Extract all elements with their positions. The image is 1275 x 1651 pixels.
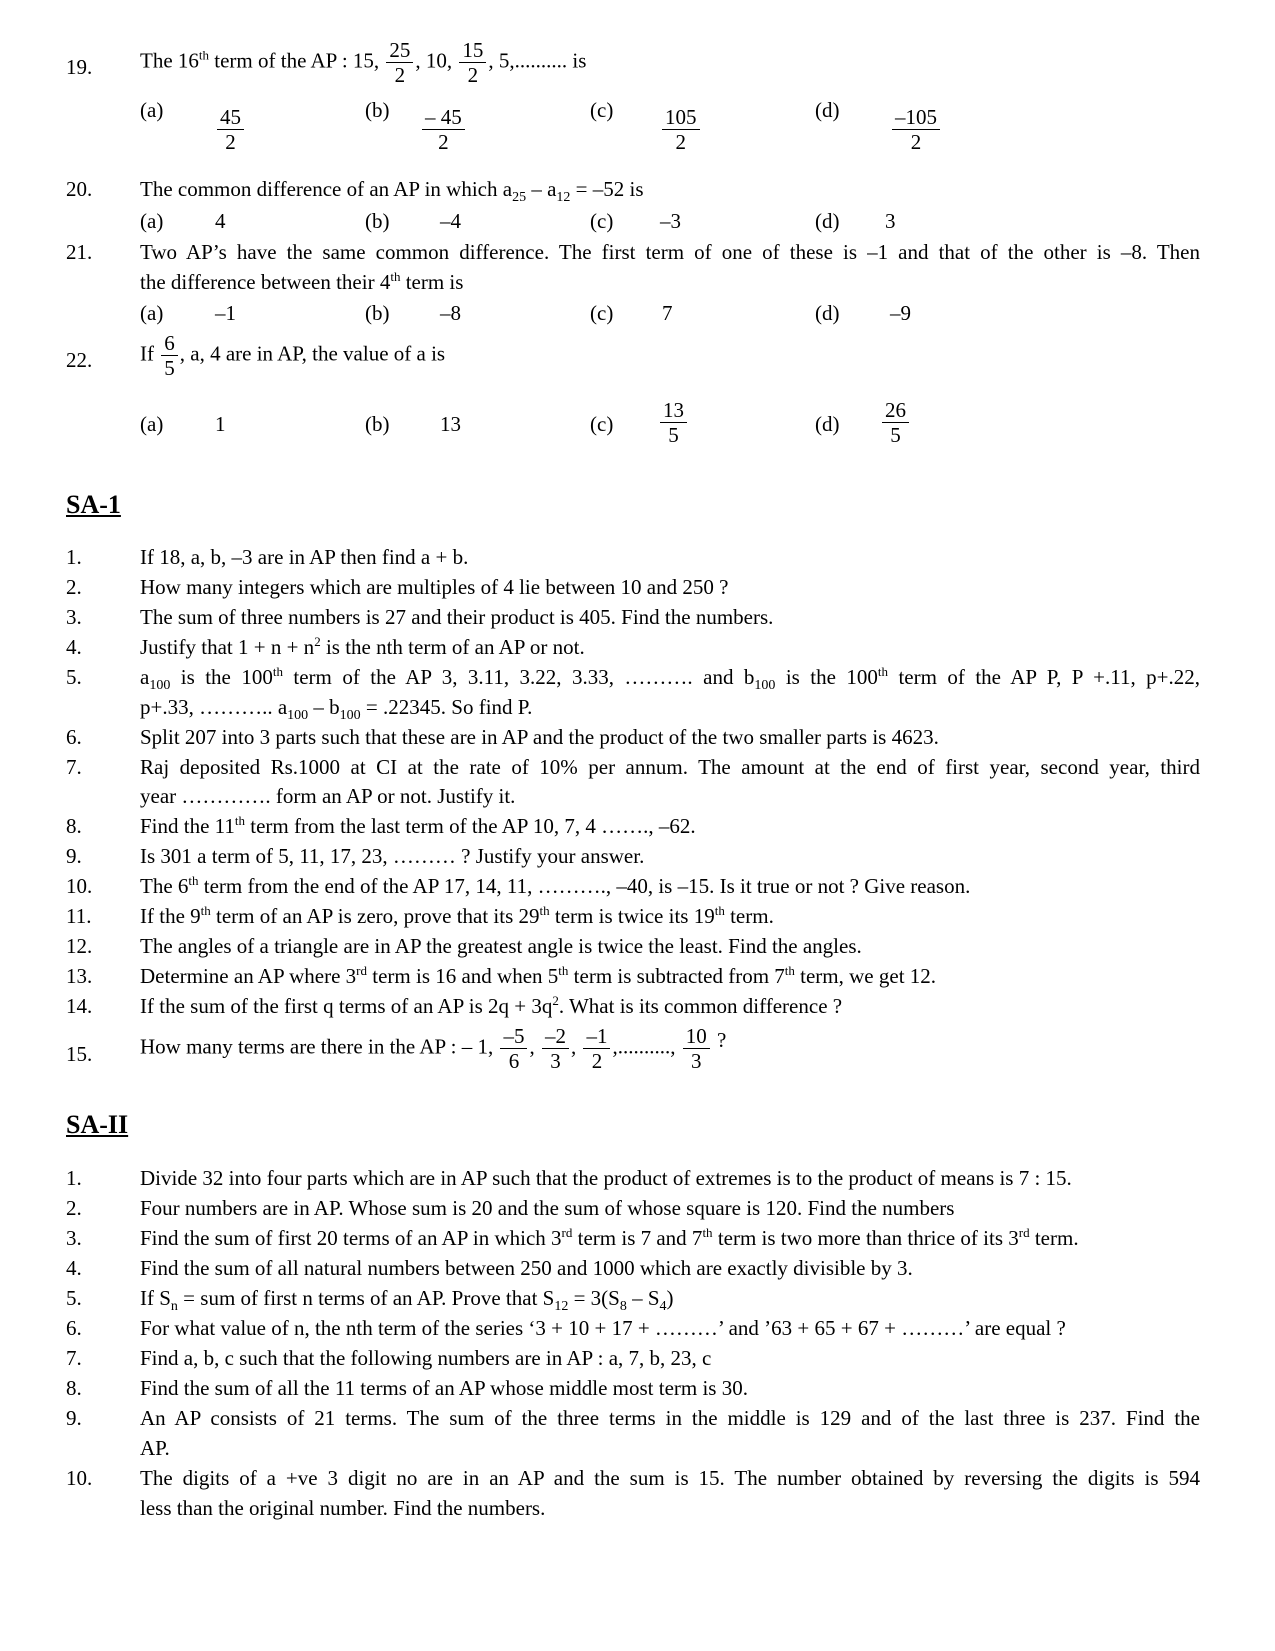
- q20-option-b-value: –4: [440, 209, 461, 233]
- sa1-q15-number: 15.: [66, 1042, 93, 1066]
- sa2-q6-text: For what value of n, the nth term of the series ‘3 + 10 + 17 + ………’ and ’63 + 65 + 67 + ………’ are equal ?: [140, 1316, 1066, 1340]
- sa2-q8-text: Find the sum of all the 11 terms of an AP whose middle most term is 30.: [140, 1376, 748, 1400]
- sa2-q7-number: 7.: [66, 1346, 82, 1370]
- q20-option-c-value: –3: [660, 209, 681, 233]
- sa1-q6-text: Split 207 into 3 parts such that these are in AP and the product of the two smaller parts is 4623.: [140, 725, 939, 749]
- sa1-q4-number: 4.: [66, 635, 82, 659]
- sa2-q6-number: 6.: [66, 1316, 82, 1340]
- q20-option-b: (b): [365, 209, 390, 233]
- section-heading-sa1: SA-1: [66, 490, 121, 519]
- q21-number: 21.: [66, 240, 93, 264]
- q21-question-line2: the difference between their 4th term is: [140, 269, 464, 294]
- sa1-q14-number: 14.: [66, 994, 93, 1018]
- q22-number: 22.: [66, 348, 93, 372]
- sa1-q2-text: How many integers which are multiples of 4 lie between 10 and 250 ?: [140, 575, 729, 599]
- q20-number: 20.: [66, 177, 93, 201]
- q20-option-c: (c): [590, 209, 614, 233]
- q21-option-c-value: 7: [662, 301, 673, 325]
- q19-sup: th: [198, 47, 210, 63]
- q22-option-b-value: 13: [440, 412, 461, 436]
- q21-option-a: (a): [140, 301, 164, 325]
- sa2-q9-line2: AP.: [140, 1436, 170, 1460]
- q19-text: The 16: [140, 48, 199, 73]
- q22-option-c-value: $\frac{13}{5}$: [658, 398, 689, 447]
- q19-option-c: (c): [590, 98, 614, 122]
- sa2-q3-text: Find the sum of first 20 terms of an AP in which 3rd term is 7 and 7th term is two more than thrice of its 3rd term.: [140, 1225, 1079, 1250]
- q22-option-a: (a): [140, 412, 164, 436]
- sa2-q10-line2: less than the original number. Find the numbers.: [140, 1496, 546, 1520]
- q20-option-d-value: 3: [885, 209, 896, 233]
- q19-text-mid: term of the AP : 15,: [209, 48, 380, 73]
- sa1-q10-text: The 6th term from the end of the AP 17, 14, 11, ………., –40, is –15. Is it true or not ? Give reason.: [140, 873, 971, 898]
- q21-option-c: (c): [590, 301, 614, 325]
- q21-question-line1: Two AP’s have the same common difference. The first term of one of these is –1 and that of the other is –8. Then: [140, 240, 1200, 264]
- sa2-q9-number: 9.: [66, 1406, 82, 1430]
- sa2-q5-text: If $S_n$ = sum of first n terms of an AP. Prove that $S_{12} = 3(S_8 - S_4)$: [140, 1286, 674, 1315]
- q22-option-d-value: $\frac{26}{5}$: [880, 398, 911, 447]
- sa1-q9-text: Is 301 a term of 5, 11, 17, 23, ……… ? Justify your answer.: [140, 844, 645, 868]
- q22-option-a-value: 1: [215, 412, 226, 436]
- q22-option-c: (c): [590, 412, 614, 436]
- q19-fraction-2: $\frac{15}{2}$: [459, 38, 486, 87]
- sa1-q8-text: Find the 11th term from the last term of the AP 10, 7, 4 ……., –62.: [140, 813, 696, 838]
- sa1-q5-line2: p+.33, ……….. $a_{100} - b_{100} = .22345$. So find P.: [140, 695, 533, 724]
- sa2-q10-line1: The digits of a +ve 3 digit no are in an AP and the sum is 15. The number obtained by reversing the digits is 594: [140, 1466, 1200, 1490]
- q20-question: The common difference of an AP in which $a_{25} - a_{12} = -52$ is: [140, 177, 644, 206]
- sa1-q11-text: If the 9th term of an AP is zero, prove that its 29th term is twice its 19th term.: [140, 903, 774, 928]
- sa1-q3-number: 3.: [66, 605, 82, 629]
- q22-option-b: (b): [365, 412, 390, 436]
- q19-option-d: (d): [815, 98, 840, 122]
- sa1-q11-number: 11.: [66, 904, 92, 928]
- sa2-q9-line1: An AP consists of 21 terms. The sum of the three terms in the middle is 129 and of the last three is 237. Find the: [140, 1406, 1200, 1430]
- sa1-q15-text: How many terms are there in the AP : – 1, $\frac{-5}{6}$ , $\frac{-2}{3}$ , $\frac{-1}{2}$ ,.........., $\frac{10}{3}$ ?: [140, 1024, 727, 1074]
- sa2-q3-number: 3.: [66, 1226, 82, 1250]
- sa1-q8-number: 8.: [66, 814, 82, 838]
- q22-fraction: $\frac{6}{5}$: [161, 331, 178, 380]
- q19-option-a-value: $\frac{45}{2}$: [215, 105, 246, 154]
- section-heading-sa2: SA-II: [66, 1110, 129, 1139]
- sa1-q6-number: 6.: [66, 725, 82, 749]
- q22-option-d: (d): [815, 412, 840, 436]
- q19-option-c-value: $\frac{105}{2}$: [660, 105, 702, 154]
- sa2-q2-text: Four numbers are in AP. Whose sum is 20 and the sum of whose square is 120. Find the numbers: [140, 1196, 955, 1220]
- q20-option-a: (a): [140, 209, 164, 233]
- q21-option-a-value: –1: [215, 301, 236, 325]
- q19-text-mid2: , 10,: [415, 48, 453, 73]
- q22-question: If $\frac{6}{5}$ , a, 4 are in AP, the value of a is: [140, 331, 446, 381]
- sa1-q12-text: The angles of a triangle are in AP the greatest angle is twice the least. Find the angles.: [140, 934, 862, 958]
- q19-tail: , 5,.......... is: [488, 48, 587, 73]
- sa1-q2-number: 2.: [66, 575, 82, 599]
- sa2-q7-text: Find a, b, c such that the following numbers are in AP : a, 7, b, 23, c: [140, 1346, 712, 1370]
- sa1-q12-number: 12.: [66, 934, 93, 958]
- sa2-q8-number: 8.: [66, 1376, 82, 1400]
- q20-option-a-value: 4: [215, 209, 226, 233]
- q21-option-d-value: –9: [890, 301, 911, 325]
- sa2-q1-text: Divide 32 into four parts which are in AP such that the product of extremes is to the product of means is 7 : 15.: [140, 1166, 1072, 1190]
- sa1-q14-text: If the sum of the first q terms of an AP is $2q + 3q^2$. What is its common difference ?: [140, 993, 843, 1018]
- q21-option-b-value: –8: [440, 301, 461, 325]
- sa2-q4-text: Find the sum of all natural numbers between 250 and 1000 which are exactly divisible by 3.: [140, 1256, 913, 1280]
- q19-option-a: (a): [140, 98, 164, 122]
- sa1-q4-text: Justify that $1 + n + n^2$ is the nth term of an AP or not.: [140, 634, 585, 659]
- sa1-q3-text: The sum of three numbers is 27 and their product is 405. Find the numbers.: [140, 605, 774, 629]
- sa2-q1-number: 1.: [66, 1166, 82, 1190]
- sa1-q1-number: 1.: [66, 545, 82, 569]
- sa1-q7-line1: Raj deposited Rs.1000 at CI at the rate of 10% per annum. The amount at the end of first year, second year, third: [140, 755, 1200, 779]
- sa2-q5-number: 5.: [66, 1286, 82, 1310]
- sa1-q10-number: 10.: [66, 874, 93, 898]
- sa1-q5-number: 5.: [66, 665, 82, 689]
- q19-question: [140, 38, 1200, 87]
- sa1-q13-number: 13.: [66, 964, 93, 988]
- q19-fraction-1: $\frac{25}{2}$: [386, 38, 413, 87]
- sa1-q5-line1: $a_{100}$ is the 100th term of the AP 3, 3.11, 3.22, 3.33, ………. and $b_{100}$ is the 100th term of the AP P, P +.11, p+.22,: [140, 664, 1200, 694]
- sa2-q2-number: 2.: [66, 1196, 82, 1220]
- q19-option-b-value: $\frac{- 45}{2}$: [420, 105, 467, 154]
- q19-option-d-value: $\frac{-105}{2}$: [890, 105, 942, 154]
- sa1-q9-number: 9.: [66, 844, 82, 868]
- q19-number: 19.: [66, 55, 93, 79]
- sa1-q1-text: If 18, a, b, –3 are in AP then find a + b.: [140, 545, 469, 569]
- q19-option-b: (b): [365, 98, 390, 122]
- q21-option-d: (d): [815, 301, 840, 325]
- q21-option-b: (b): [365, 301, 390, 325]
- sa1-q13-text: Determine an AP where 3rd term is 16 and when 5th term is subtracted from 7th term, we get 12.: [140, 963, 937, 988]
- sa2-q10-number: 10.: [66, 1466, 93, 1490]
- sa1-q7-number: 7.: [66, 755, 82, 779]
- sa1-q7-line2: year …………. form an AP or not. Justify it.: [140, 784, 516, 808]
- sa2-q4-number: 4.: [66, 1256, 82, 1280]
- q20-option-d: (d): [815, 209, 840, 233]
